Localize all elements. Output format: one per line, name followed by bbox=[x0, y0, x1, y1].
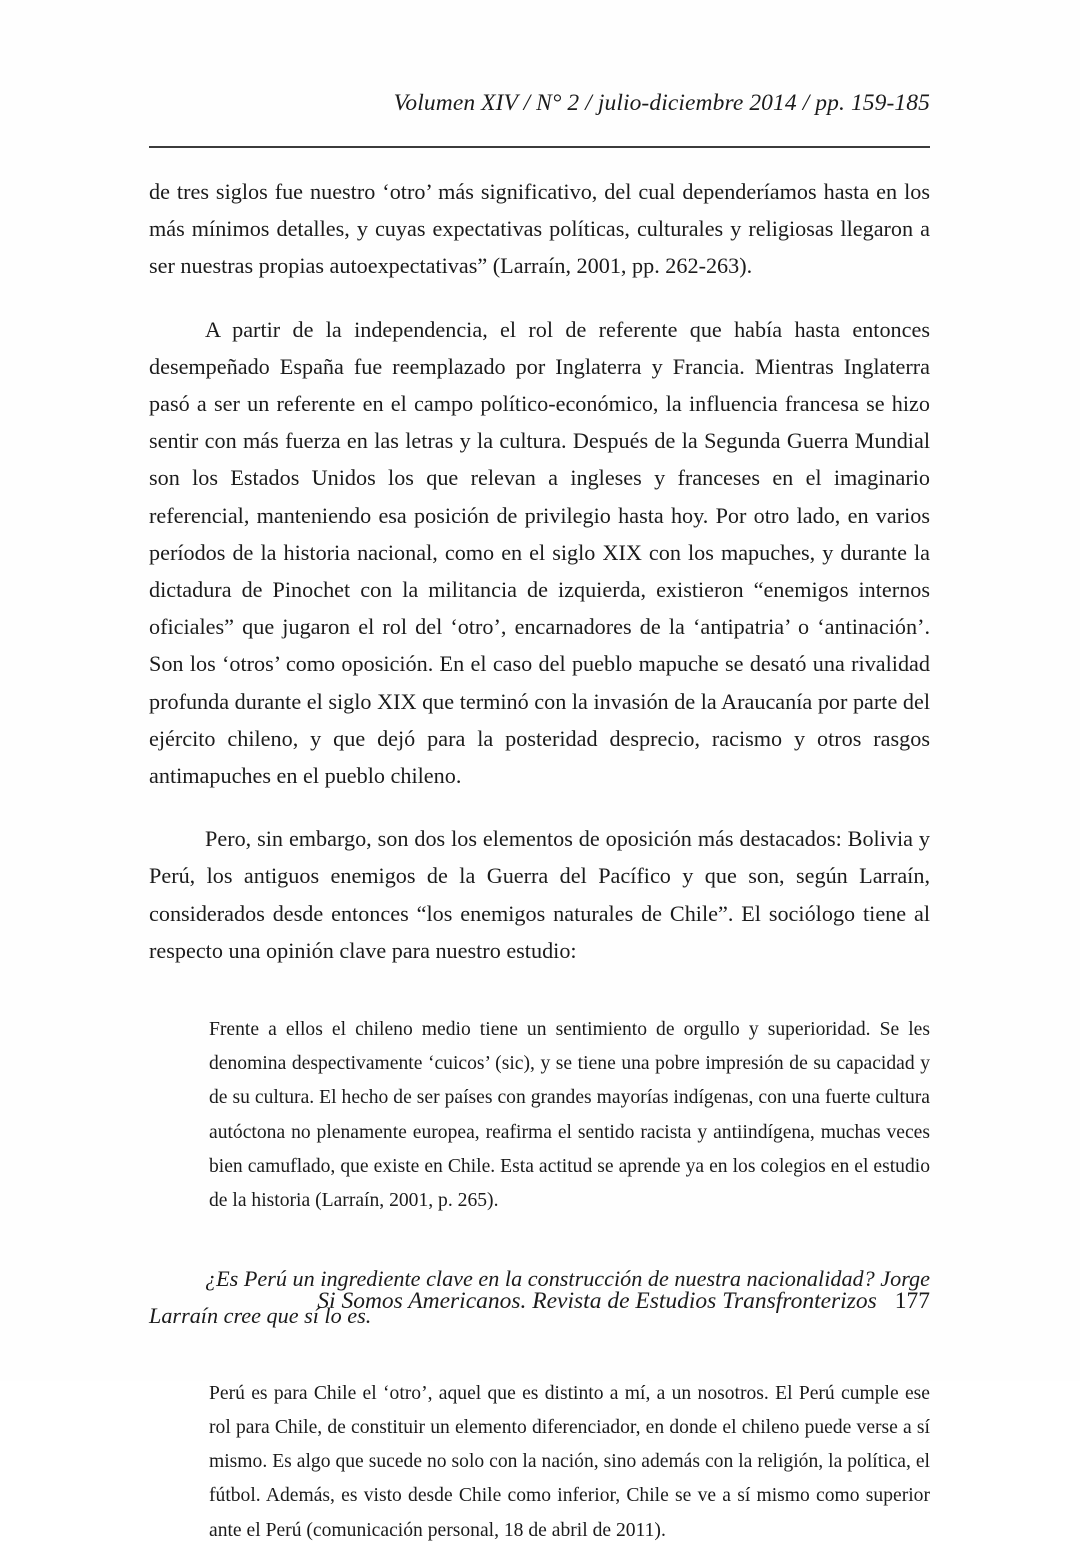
blockquote-peru-otro-text: Perú es para Chile el ‘otro’, aquel que es distinto a mí, a un nosotros. El Perú cumple ese rol para Chile, de constituir un elemento diferenciador, en donde el chileno puede verse a sí mismo. Es algo que sucede no solo con la nación, sino además con la religión, la política, el fútbol. Además, es visto desde Chile como inferior, Chile se ve a sí mismo como superior ante el Perú (comunicación personal, 18 de abril de 2011). bbox=[209, 1382, 930, 1541]
text-column bbox=[149, 173, 930, 1548]
blockquote-larrain-text: Frente a ellos el chileno medio tiene un sentimiento de orgullo y superioridad. Se les denomina despectivamente ‘cuicos’ (sic), y se tiene una pobre impresión de su capacidad y de su cultura. El hecho de ser países con grandes mayorías indígenas, con una fuerte cultura autóctona no plenamente europea, reafirma el sentido racista y antiindígena, muchas veces bien camuflado, que existe en Chile. Esta actitud se aprende ya en los colegios en el estudio de la historia (Larraín, 2001, p. 265). bbox=[209, 1019, 930, 1212]
page-footer bbox=[149, 1288, 930, 1315]
blockquote-peru-otro bbox=[209, 1377, 930, 1548]
paragraph-italic-question: ¿Es Perú un ingrediente clave en la construcción de nuestra nacionalidad? Jorge Larraín cree que sí lo es. bbox=[149, 1266, 930, 1329]
paragraph-bolivia-peru: Pero, sin embargo, son dos los elementos de oposición más destacados: Bolivia y Perú, los antiguos enemigos de la Guerra del Pacífico y que son, según Larraín, considerados desde entonces “los enemigos naturales de Chile”. El sociólogo tiene al respecto una opinión clave para nuestro estudio: bbox=[149, 826, 930, 963]
blockquote-larrain bbox=[209, 1013, 930, 1218]
page-number: 177 bbox=[894, 1288, 930, 1314]
running-head: Volumen XIV / N° 2 / julio-diciembre 2014 / pp. 159-185 bbox=[393, 90, 930, 116]
header-rule bbox=[149, 146, 930, 148]
paragraph-continuation: de tres siglos fue nuestro ‘otro’ más significativo, del cual dependeríamos hasta en los más mínimos detalles, y cuyas expectativas políticas, culturales y religiosas llegaron a ser nuestras propias autoexpectativas” (Larraín, 2001, pp. 262-263). bbox=[149, 179, 930, 279]
journal-title: Si Somos Americanos. Revista de Estudios Transfronterizos bbox=[317, 1288, 877, 1314]
paragraph-independencia: A partir de la independencia, el rol de referente que había hasta entonces desempeñado España fue reemplazado por Inglaterra y Francia. Mientras Inglaterra pasó a ser un referente en el campo político-económico, la influencia francesa se hizo sentir con más fuerza en las letras y la cultura. Después de la Segunda Guerra Mundial son los Estados Unidos los que relevan a ingleses y franceses en el imaginario referencial, manteniendo esa posición de privilegio hasta hoy. Por otro lado, en varios períodos de la historia nacional, como en el siglo XIX con los mapuches, y durante la dictadura de Pinochet con la militancia de izquierda, existieron “enemigos internos oficiales” que jugaron el rol del ‘otro’, encarnadores de la ‘antipatria’ o ‘antinación’. Son los ‘otros’ como oposición. En el caso del pueblo mapuche se desató una rivalidad profunda durante el siglo XIX que terminó con la invasión de la Araucanía por parte del ejército chileno, y que dejó para la posteridad desprecio, racismo y otros rasgos antimapuches en el pueblo chileno. bbox=[149, 316, 930, 789]
